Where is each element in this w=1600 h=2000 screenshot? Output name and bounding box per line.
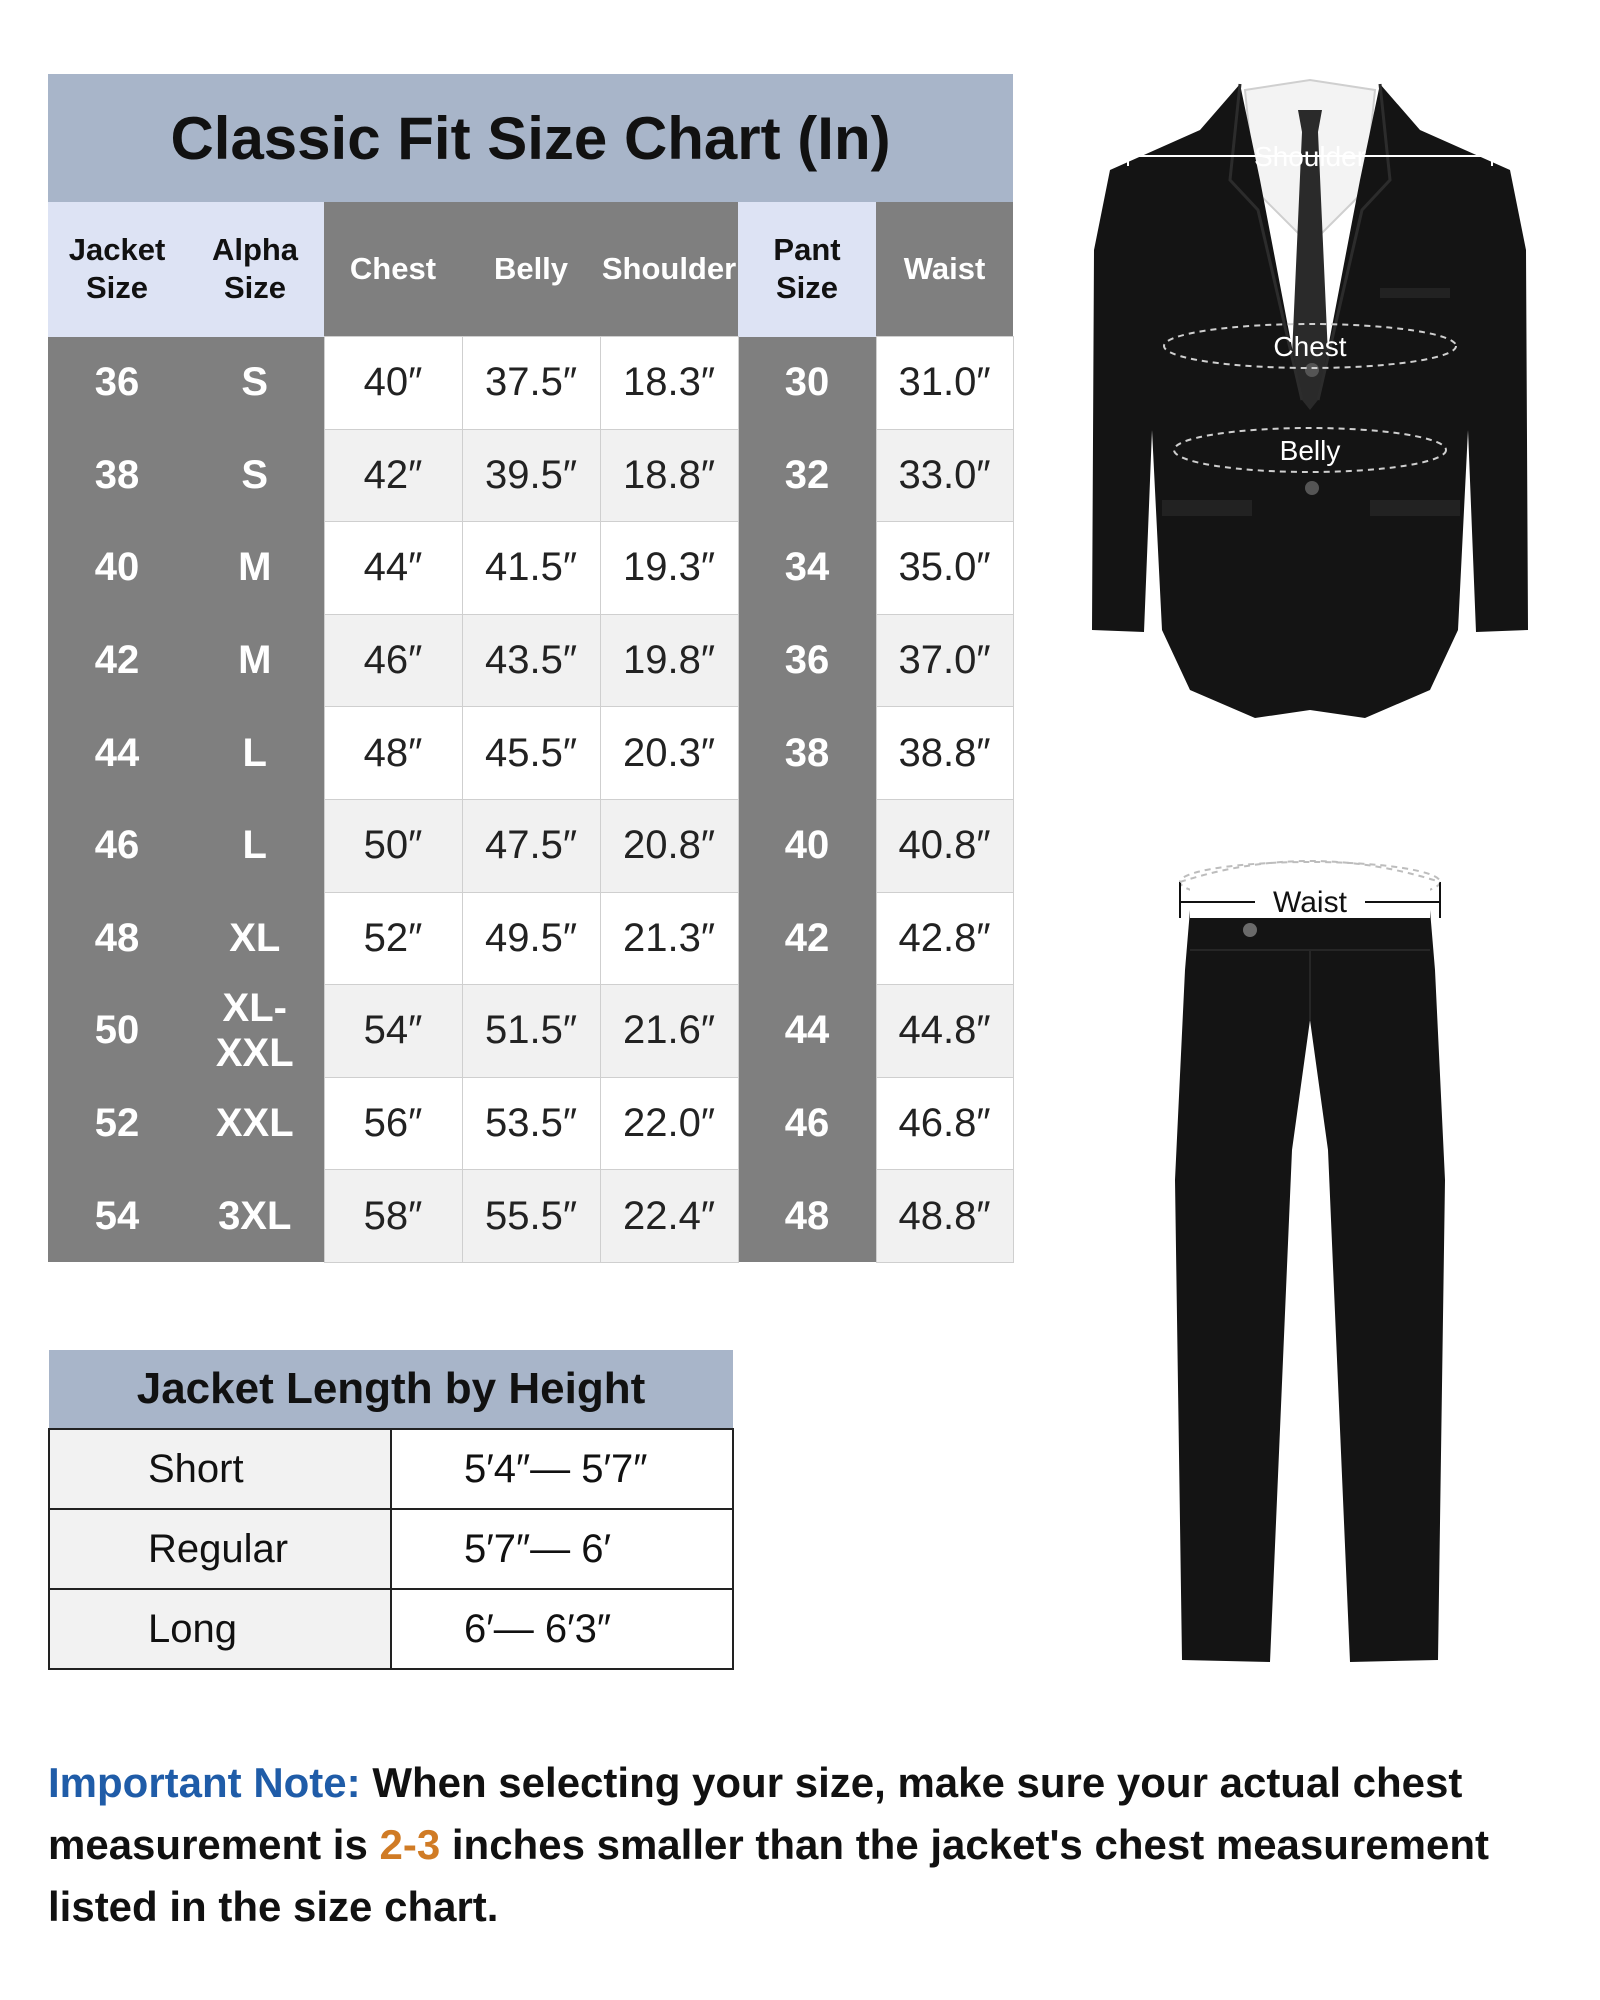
shoulder-cell: 20.8″: [600, 799, 738, 892]
table-row: [48, 429, 1013, 522]
alpha-size-cell: S: [186, 337, 324, 430]
pant-size-cell: 42: [738, 892, 876, 985]
jacket-length-table: [48, 1350, 734, 1670]
alpha-size-cell: XXL: [186, 1077, 324, 1170]
note-text-2: inches smaller than the jacket's chest measurement listed in the size chart.: [48, 1821, 1489, 1930]
table-row: [48, 614, 1013, 707]
belly-label: Belly: [1279, 435, 1341, 466]
waist-cell: 38.8″: [876, 707, 1013, 800]
waist-cell: 44.8″: [876, 985, 1013, 1078]
jacket-size-cell: 50: [48, 985, 186, 1078]
alpha-size-cell: S: [186, 429, 324, 522]
waist-cell: 31.0″: [876, 337, 1013, 430]
waist-label: Waist: [1273, 886, 1347, 919]
alpha-size-cell: XL: [186, 892, 324, 985]
alpha-size-cell: XL-XXL: [186, 985, 324, 1078]
length-label-cell: Long: [49, 1589, 391, 1669]
pant-size-cell: 48: [738, 1170, 876, 1263]
shoulder-cell: 20.3″: [600, 707, 738, 800]
shoulder-cell: 19.3″: [600, 522, 738, 615]
chest-cell: 46″: [324, 614, 462, 707]
belly-cell: 47.5″: [462, 799, 600, 892]
table-row: [48, 337, 1013, 430]
chest-cell: 48″: [324, 707, 462, 800]
alpha-size-cell: 3XL: [186, 1170, 324, 1263]
table-row: [48, 985, 1013, 1078]
header-chest: Chest: [324, 202, 462, 337]
table-row: [48, 707, 1013, 800]
pant-size-cell: 46: [738, 1077, 876, 1170]
table-row: [48, 1077, 1013, 1170]
alpha-size-cell: M: [186, 614, 324, 707]
header-waist: Waist: [876, 202, 1013, 337]
waist-cell: 42.8″: [876, 892, 1013, 985]
length-label-cell: Short: [49, 1429, 391, 1509]
belly-cell: 55.5″: [462, 1170, 600, 1263]
pants-illustration: [1160, 850, 1460, 1670]
table-row: [48, 799, 1013, 892]
note-lead: Important Note:: [48, 1759, 361, 1806]
jacket-size-cell: 44: [48, 707, 186, 800]
jacket-illustration: [1080, 70, 1540, 730]
shoulder-cell: 19.8″: [600, 614, 738, 707]
jacket-length-title: Jacket Length by Height: [49, 1350, 733, 1429]
jacket-size-cell: 48: [48, 892, 186, 985]
shoulder-cell: 18.3″: [600, 337, 738, 430]
pant-size-cell: 32: [738, 429, 876, 522]
shoulder-cell: 21.6″: [600, 985, 738, 1078]
chest-cell: 56″: [324, 1077, 462, 1170]
belly-cell: 45.5″: [462, 707, 600, 800]
size-chart-table: [48, 74, 1014, 1263]
jacket-size-cell: 38: [48, 429, 186, 522]
belly-cell: 49.5″: [462, 892, 600, 985]
belly-cell: 51.5″: [462, 985, 600, 1078]
waist-cell: 40.8″: [876, 799, 1013, 892]
length-value-cell: 5′7″— 6′: [391, 1509, 733, 1589]
chest-cell: 54″: [324, 985, 462, 1078]
length-label-cell: Regular: [49, 1509, 391, 1589]
waist-cell: 33.0″: [876, 429, 1013, 522]
header-belly: Belly: [462, 202, 600, 337]
size-chart-header-row: [48, 202, 1013, 337]
length-value-cell: 6′— 6′3″: [391, 1589, 733, 1669]
alpha-size-cell: L: [186, 799, 324, 892]
table-row: [49, 1429, 733, 1509]
waist-cell: 35.0″: [876, 522, 1013, 615]
note-highlight: 2-3: [379, 1821, 441, 1868]
jacket-size-cell: 36: [48, 337, 186, 430]
shoulder-cell: 22.4″: [600, 1170, 738, 1263]
chest-cell: 58″: [324, 1170, 462, 1263]
alpha-size-cell: L: [186, 707, 324, 800]
belly-cell: 43.5″: [462, 614, 600, 707]
waist-cell: 48.8″: [876, 1170, 1013, 1263]
table-row: [48, 1170, 1013, 1263]
important-note: [48, 1752, 1508, 1938]
table-row: [49, 1589, 733, 1669]
table-row: [48, 892, 1013, 985]
jacket-size-cell: 42: [48, 614, 186, 707]
pant-size-cell: 34: [738, 522, 876, 615]
chest-cell: 40″: [324, 337, 462, 430]
size-chart-title: Classic Fit Size Chart (In): [48, 74, 1013, 202]
belly-cell: 53.5″: [462, 1077, 600, 1170]
pant-size-cell: 40: [738, 799, 876, 892]
shoulder-cell: 21.3″: [600, 892, 738, 985]
header-alpha-size: Alpha Size: [186, 202, 324, 337]
chest-cell: 52″: [324, 892, 462, 985]
pant-size-cell: 38: [738, 707, 876, 800]
header-pant-size: Pant Size: [738, 202, 876, 337]
chest-cell: 44″: [324, 522, 462, 615]
table-row: [49, 1509, 733, 1589]
waist-cell: 46.8″: [876, 1077, 1013, 1170]
belly-cell: 37.5″: [462, 337, 600, 430]
chest-cell: 42″: [324, 429, 462, 522]
chest-cell: 50″: [324, 799, 462, 892]
header-shoulder: Shoulder: [600, 202, 738, 337]
jacket-size-cell: 46: [48, 799, 186, 892]
alpha-size-cell: M: [186, 522, 324, 615]
pant-size-cell: 30: [738, 337, 876, 430]
pant-size-cell: 44: [738, 985, 876, 1078]
belly-cell: 41.5″: [462, 522, 600, 615]
shoulder-cell: 18.8″: [600, 429, 738, 522]
pant-size-cell: 36: [738, 614, 876, 707]
table-row: [48, 522, 1013, 615]
jacket-size-cell: 52: [48, 1077, 186, 1170]
shoulder-cell: 22.0″: [600, 1077, 738, 1170]
length-value-cell: 5′4″— 5′7″: [391, 1429, 733, 1509]
jacket-size-cell: 54: [48, 1170, 186, 1263]
note-text-1: When selecting your size, make sure your actual chest measurement is: [48, 1759, 1463, 1868]
belly-cell: 39.5″: [462, 429, 600, 522]
chest-label: Chest: [1273, 331, 1347, 362]
jacket-size-cell: 40: [48, 522, 186, 615]
header-jacket-size: Jacket Size: [48, 202, 186, 337]
shoulder-label: Shoulder: [1253, 141, 1367, 172]
waist-cell: 37.0″: [876, 614, 1013, 707]
